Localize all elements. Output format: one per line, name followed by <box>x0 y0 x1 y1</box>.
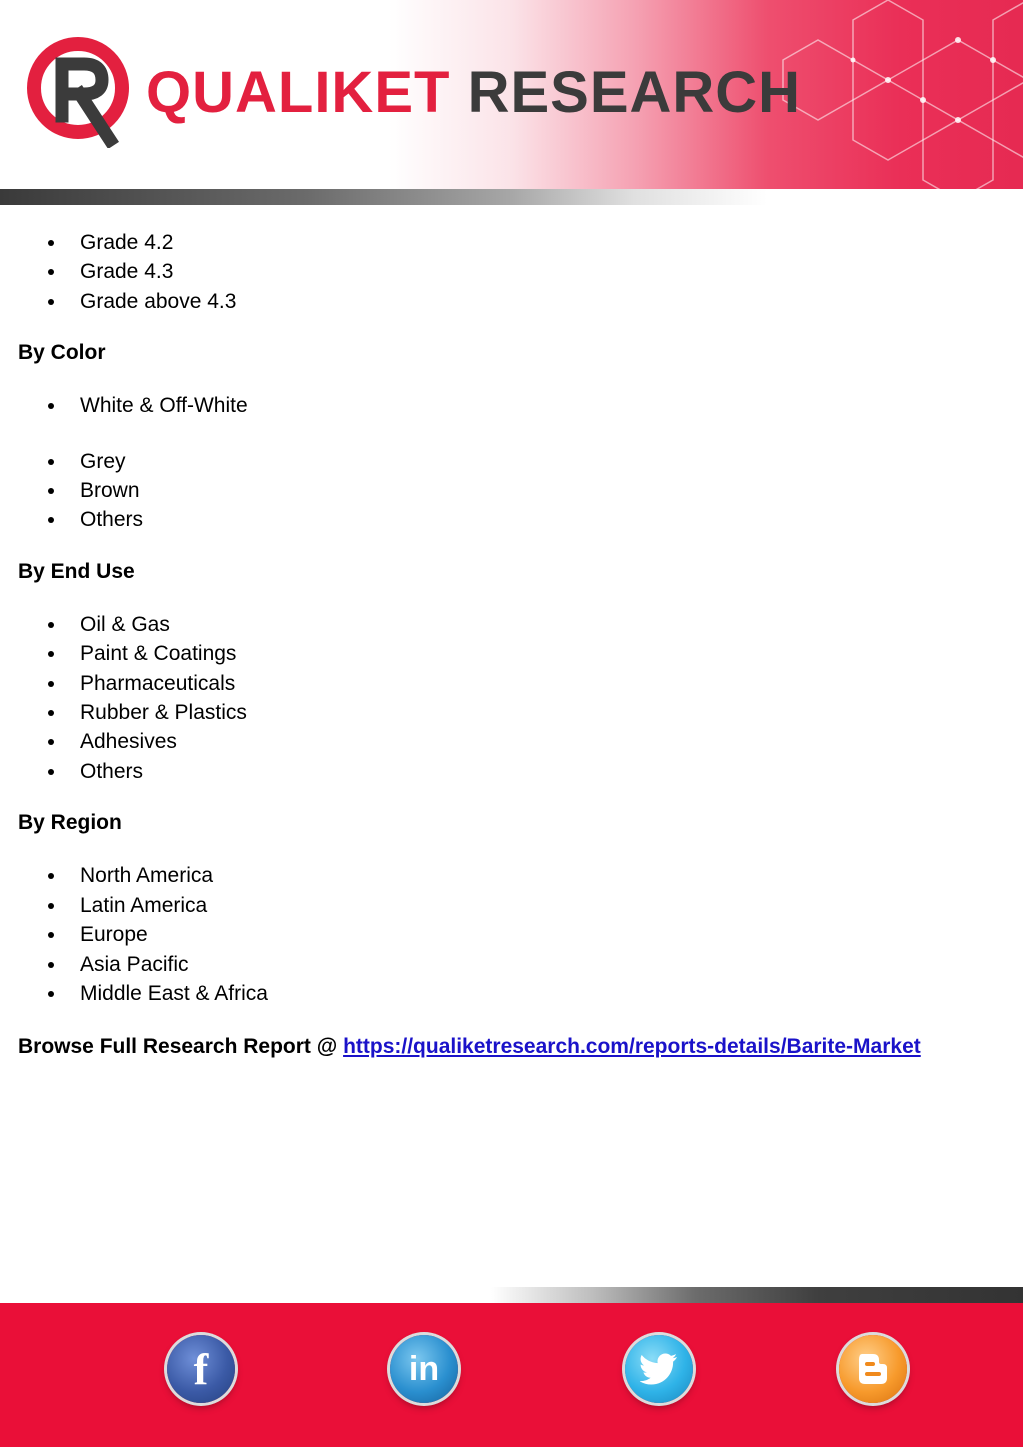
color-list <box>18 391 998 535</box>
facebook-icon[interactable]: f <box>167 1335 235 1403</box>
list-item: Adhesives <box>18 727 998 756</box>
list-item: Others <box>18 757 998 786</box>
section-heading-end-use: By End Use <box>18 559 135 583</box>
brand-name-part2: RESEARCH <box>467 60 802 125</box>
list-item: Latin America <box>18 891 998 920</box>
list-item: Middle East & Africa <box>18 979 998 1008</box>
brand-name-part1: QUALIKET <box>146 60 451 125</box>
region-list <box>18 861 998 1008</box>
section-heading-color: By Color <box>18 341 106 365</box>
list-item: Brown <box>18 476 998 505</box>
brand-name <box>146 60 802 125</box>
list-item: Oil & Gas <box>18 610 998 639</box>
browse-report-line <box>18 1032 998 1061</box>
list-item: Grade 4.3 <box>18 257 998 286</box>
linkedin-icon[interactable]: in <box>390 1335 458 1403</box>
report-link[interactable]: https://qualiketresearch.com/reports-details/Barite-Market <box>343 1035 921 1059</box>
list-item: Europe <box>18 920 998 949</box>
header-divider-bar <box>0 189 1023 205</box>
list-item: White & Off-White <box>18 391 998 420</box>
header-banner <box>0 0 1023 205</box>
browse-label: Browse Full Research Report @ <box>18 1035 344 1059</box>
list-item: North America <box>18 861 998 890</box>
list-item: Grade above 4.3 <box>18 287 998 316</box>
section-heading-region: By Region <box>18 811 122 835</box>
list-item: Rubber & Plastics <box>18 698 998 727</box>
list-item: Pharmaceuticals <box>18 669 998 698</box>
list-item: Others <box>18 505 998 534</box>
list-item: Paint & Coatings <box>18 639 998 668</box>
end-use-list <box>18 610 998 786</box>
grade-list <box>18 228 998 316</box>
list-item: Grey <box>18 447 998 476</box>
twitter-icon[interactable] <box>625 1335 693 1403</box>
blogger-icon[interactable] <box>839 1335 907 1403</box>
footer-divider-bar <box>0 1287 1023 1303</box>
list-item: Grade 4.2 <box>18 228 998 257</box>
document-body <box>18 228 998 1061</box>
logo-icon <box>22 36 134 148</box>
list-item: Asia Pacific <box>18 950 998 979</box>
